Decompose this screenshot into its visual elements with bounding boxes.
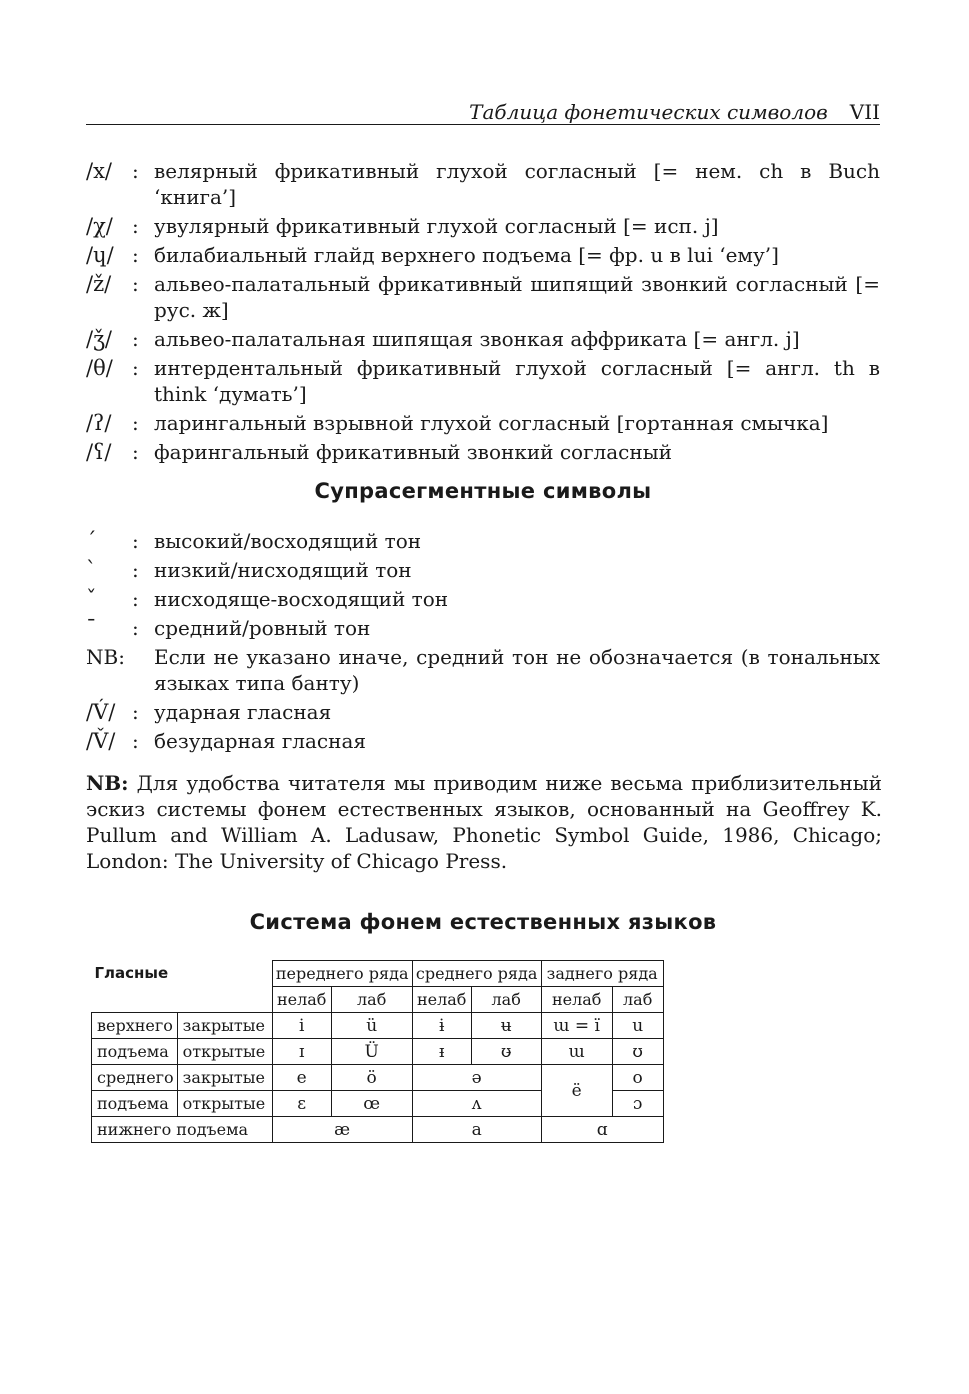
table-row bbox=[92, 1039, 664, 1065]
entry-colon: : bbox=[132, 272, 139, 296]
vowel-cell: ɪ̵ bbox=[412, 1039, 471, 1065]
entry-colon: : bbox=[132, 440, 139, 464]
vowel-cell: o bbox=[612, 1065, 663, 1091]
vowel-cell: æ bbox=[272, 1117, 412, 1143]
entry-description: низкий/нисходящий тон bbox=[154, 558, 412, 582]
table-row bbox=[92, 1013, 664, 1039]
entry-description: интердентальный фрикативный глухой согласный [= англ. th в think ‘думать’] bbox=[154, 356, 880, 406]
subcolumn-header: лаб bbox=[612, 987, 663, 1013]
table-header-row bbox=[92, 961, 664, 987]
entry-description: альвео-палатальная шипящая звонкая аффриката [= англ. j] bbox=[154, 327, 800, 351]
column-header-central: среднего ряда bbox=[412, 961, 541, 987]
entry-colon: : bbox=[132, 411, 139, 435]
entry-symbol: /ž/ bbox=[86, 272, 112, 296]
vowel-cell: i bbox=[272, 1013, 331, 1039]
entry-symbol: /χ/ bbox=[86, 214, 113, 238]
nb-text: Если не указано иначе, средний тон не обозначается (в тональных языках типа банту) bbox=[154, 645, 880, 695]
running-header bbox=[86, 96, 880, 125]
entry-description: нисходяще-восходящий тон bbox=[154, 587, 449, 611]
suprasegmental-list bbox=[86, 528, 880, 757]
tone-entry bbox=[86, 557, 880, 583]
entry-colon: : bbox=[132, 327, 139, 351]
subcolumn-header: нелаб bbox=[541, 987, 612, 1013]
entry-symbol: /ʔ/ bbox=[86, 411, 112, 435]
nb-paragraph-text: Для удобства читателя мы приводим ниже весьма приблизительный эскиз системы фонем естественных языков, основанный на Geoffrey K. Pullum and William A. Ladusaw, Phonetic Symbol Guide, 1986, Chicago; London: The University of Chicago Press. bbox=[86, 771, 882, 873]
row-sublabel: закрытые bbox=[177, 1065, 272, 1091]
vowel-cell: a bbox=[412, 1117, 541, 1143]
entry-colon: : bbox=[132, 587, 139, 611]
subcolumn-header: лаб bbox=[471, 987, 541, 1013]
entry-symbol: /θ/ bbox=[86, 356, 113, 380]
entry-description: фарингальный фрикативный звонкий согласный bbox=[154, 440, 672, 464]
entry-description: билабиальный глайд верхнего подъема [= фр. u в lui ‘ему’] bbox=[154, 243, 779, 267]
vowel-cell: ɨ bbox=[412, 1013, 471, 1039]
vowel-cell: ë bbox=[541, 1065, 612, 1117]
consonant-list bbox=[86, 158, 880, 468]
stress-symbol: /V̌/ bbox=[86, 729, 116, 753]
stress-entry bbox=[86, 728, 880, 754]
tone-symbol: ˇ bbox=[86, 587, 97, 611]
tone-entry bbox=[86, 528, 880, 554]
vowel-cell: ɑ bbox=[541, 1117, 663, 1143]
tone-entry bbox=[86, 615, 880, 641]
table-row bbox=[92, 1117, 664, 1143]
entry-colon: : bbox=[132, 616, 139, 640]
row-sublabel: закрытые bbox=[177, 1013, 272, 1039]
entry-colon: : bbox=[132, 159, 139, 183]
nb-label: NB: bbox=[86, 645, 125, 669]
row-label: подъема bbox=[92, 1039, 178, 1065]
tone-symbol: ` bbox=[86, 558, 97, 582]
entry-symbol: /ʕ/ bbox=[86, 440, 112, 464]
vowel-cell: ʉ bbox=[471, 1013, 541, 1039]
vowel-cell: ɔ bbox=[612, 1091, 663, 1117]
entry-colon: : bbox=[132, 529, 139, 553]
vowel-cell: ɯ bbox=[541, 1039, 612, 1065]
section-heading-phoneme-system: Система фонем естественных языков bbox=[249, 910, 717, 934]
entry-description: альвео-палатальный фрикативный шипящий звонкий согласный [= рус. ж] bbox=[154, 272, 880, 322]
symbol-entry bbox=[86, 439, 880, 465]
subcolumn-header: нелаб bbox=[412, 987, 471, 1013]
entry-description: средний/ровный тон bbox=[154, 616, 371, 640]
stress-symbol: /V́/ bbox=[86, 700, 116, 724]
vowel-cell: ɪ bbox=[272, 1039, 331, 1065]
entry-description: высокий/восходящий тон bbox=[154, 529, 422, 553]
vowel-cell: ʌ bbox=[412, 1091, 541, 1117]
symbol-entry bbox=[86, 213, 880, 239]
symbol-entry bbox=[86, 326, 880, 352]
entry-colon: : bbox=[132, 729, 139, 753]
entry-description: ударная гласная bbox=[154, 700, 332, 724]
symbol-entry bbox=[86, 355, 880, 407]
section-heading-suprasegmental: Супрасегментные символы bbox=[314, 479, 652, 503]
symbol-entry bbox=[86, 410, 880, 436]
row-label: среднего bbox=[92, 1065, 178, 1091]
entry-colon: : bbox=[132, 700, 139, 724]
entry-description: увулярный фрикативный глухой согласный [= исп. j] bbox=[154, 214, 719, 238]
vowel-cell: ü bbox=[331, 1013, 412, 1039]
vowel-cell: Ü bbox=[331, 1039, 412, 1065]
subcolumn-header: лаб bbox=[331, 987, 412, 1013]
nb-paragraph-label: NB: bbox=[86, 771, 129, 795]
entry-colon: : bbox=[132, 214, 139, 238]
vowel-cell: œ bbox=[331, 1091, 412, 1117]
entry-description: велярный фрикативный глухой согласный [= нем. ch в Buch ‘книга’] bbox=[154, 159, 880, 209]
page-number: VII bbox=[849, 100, 880, 124]
vowel-cell: u bbox=[612, 1013, 663, 1039]
stress-entry bbox=[86, 699, 880, 725]
vowel-cell: ɯ = ï bbox=[541, 1013, 612, 1039]
running-header-title: Таблица фонетических символов bbox=[469, 100, 828, 124]
entry-symbol: /ǯ/ bbox=[86, 327, 113, 351]
vowel-cell: e bbox=[272, 1065, 331, 1091]
nb-paragraph bbox=[86, 770, 882, 874]
row-label: подъема bbox=[92, 1091, 178, 1117]
row-sublabel: открытые bbox=[177, 1039, 272, 1065]
row-label: нижнего подъема bbox=[92, 1117, 273, 1143]
entry-colon: : bbox=[132, 558, 139, 582]
entry-colon: : bbox=[132, 356, 139, 380]
symbol-entry bbox=[86, 158, 880, 210]
row-sublabel: открытые bbox=[177, 1091, 272, 1117]
symbol-entry bbox=[86, 242, 880, 268]
tone-symbol: ´ bbox=[86, 529, 97, 553]
vowel-cell: ʊ̵ bbox=[471, 1039, 541, 1065]
vowel-cell: ö bbox=[331, 1065, 412, 1091]
tone-symbol: ¯ bbox=[86, 616, 97, 640]
vowel-cell: ɛ bbox=[272, 1091, 331, 1117]
symbol-entry bbox=[86, 271, 880, 323]
phoneme-table bbox=[91, 960, 664, 1143]
entry-symbol: /x/ bbox=[86, 159, 112, 183]
entry-colon: : bbox=[132, 243, 139, 267]
entry-symbol: /ɥ/ bbox=[86, 243, 114, 267]
row-label: верхнего bbox=[92, 1013, 178, 1039]
table-row bbox=[92, 1065, 664, 1091]
tone-note bbox=[86, 644, 880, 696]
column-header-back: заднего ряда bbox=[541, 961, 663, 987]
entry-description: ларингальный взрывной глухой согласный [гортанная смычка] bbox=[154, 411, 829, 435]
vowel-cell: ʊ bbox=[612, 1039, 663, 1065]
vowel-cell: ə bbox=[412, 1065, 541, 1091]
tone-entry bbox=[86, 586, 880, 612]
entry-description: безударная гласная bbox=[154, 729, 367, 753]
subcolumn-header: нелаб bbox=[272, 987, 331, 1013]
column-header-front: переднего ряда bbox=[272, 961, 412, 987]
table-corner-label: Гласные bbox=[92, 961, 273, 1013]
